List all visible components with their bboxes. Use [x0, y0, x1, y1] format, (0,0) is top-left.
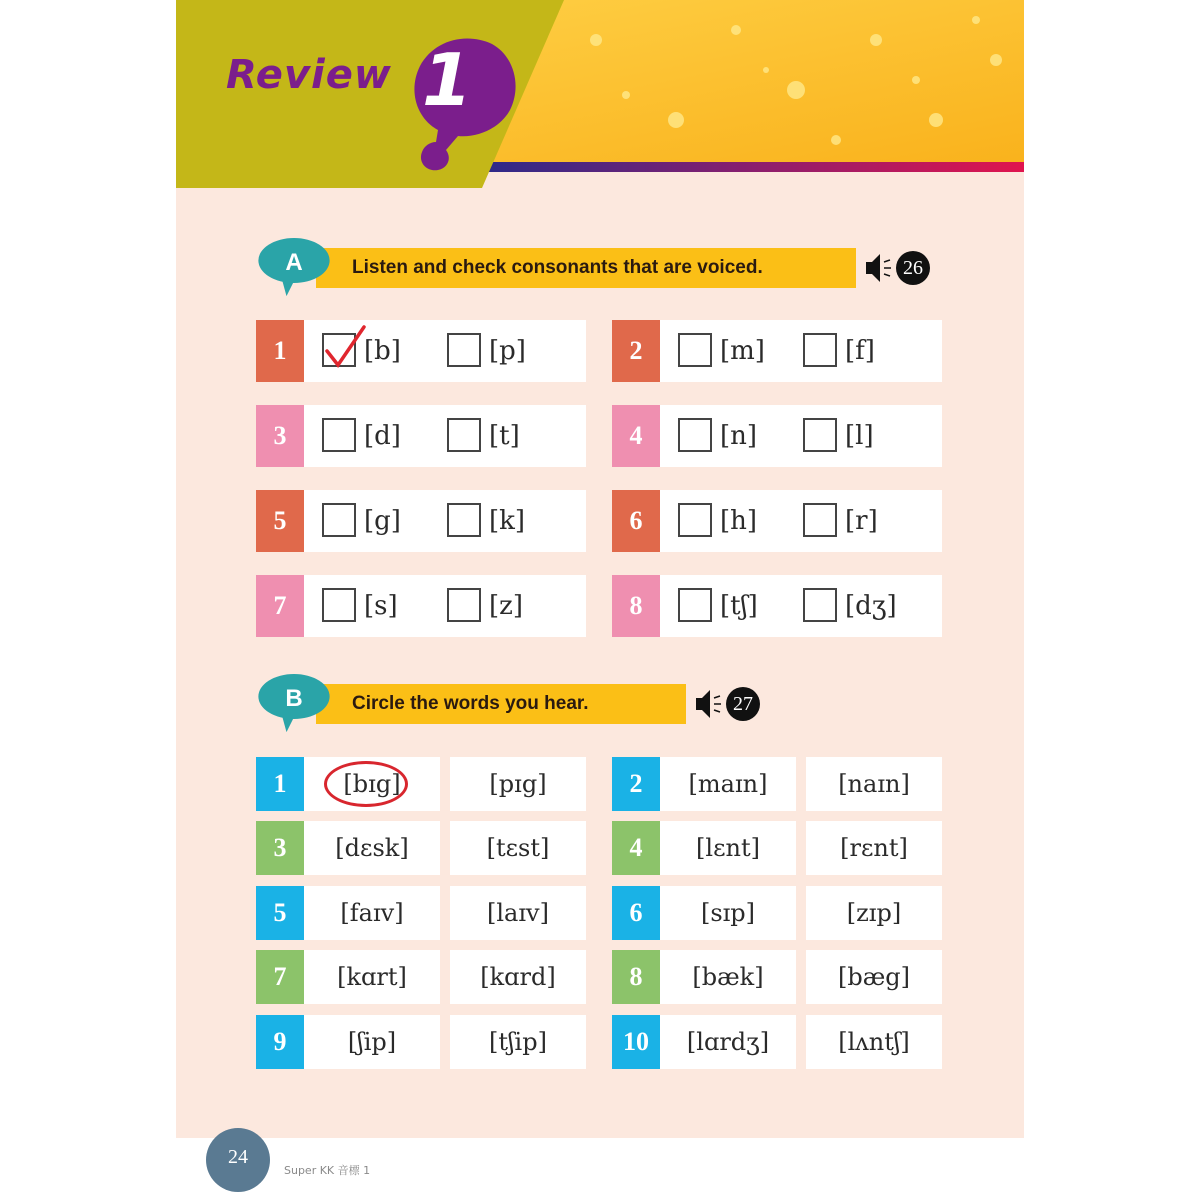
word-option[interactable] [304, 757, 440, 811]
section-a-letter: A [285, 249, 303, 276]
word-label: [lɛnt] [696, 834, 760, 862]
word-label: [rɛnt] [840, 834, 908, 862]
row-number: 5 [256, 490, 304, 552]
check-row-8 [612, 575, 942, 637]
phonetic-label: [t] [489, 421, 520, 451]
workbook-page [176, 0, 1024, 1138]
word-label: [pɪg] [489, 770, 547, 798]
word-label: [bæg] [837, 963, 910, 991]
row-number: 1 [256, 757, 304, 811]
phonetic-label: [s] [364, 591, 398, 621]
word-row-10 [612, 1015, 942, 1069]
phonetic-label: [m] [720, 336, 765, 366]
row-number: 9 [256, 1015, 304, 1069]
phonetic-label: [dʒ] [845, 591, 897, 621]
phonetic-label: [k] [489, 506, 526, 536]
check-row-2 [612, 320, 942, 382]
phonetic-label: [f] [845, 336, 875, 366]
phonetic-label: [r] [845, 506, 878, 536]
checkbox[interactable] [322, 418, 356, 452]
word-label: [lʌntʃ] [838, 1028, 910, 1056]
row-number: 2 [612, 757, 660, 811]
check-row-5 [256, 490, 586, 552]
row-number: 10 [612, 1015, 660, 1069]
row-number: 8 [612, 575, 660, 637]
phonetic-label: [l] [845, 421, 874, 451]
word-option[interactable] [304, 1015, 440, 1069]
options-panel [304, 405, 586, 467]
section-a-audio[interactable] [864, 250, 934, 286]
word-option[interactable] [806, 1015, 942, 1069]
options-panel [660, 490, 942, 552]
word-row-4 [612, 821, 942, 875]
options-panel [304, 320, 586, 382]
row-number: 7 [256, 575, 304, 637]
check-row-3 [256, 405, 586, 467]
phonetic-label: [tʃ] [720, 591, 758, 621]
word-row-3 [256, 821, 586, 875]
section-b-header [256, 674, 876, 744]
phonetic-label: [d] [364, 421, 401, 451]
phonetic-label: [p] [489, 336, 526, 366]
word-option[interactable] [450, 886, 586, 940]
checkbox[interactable] [447, 588, 481, 622]
checkbox[interactable] [678, 588, 712, 622]
check-row-1 [256, 320, 586, 382]
section-b-instruction-bar [316, 684, 686, 724]
word-row-1 [256, 757, 586, 811]
word-option[interactable] [450, 757, 586, 811]
checkbox[interactable] [678, 418, 712, 452]
word-row-8 [612, 950, 942, 1004]
row-number: 5 [256, 886, 304, 940]
phonetic-label: [h] [720, 506, 758, 536]
options-panel [660, 575, 942, 637]
options-panel [304, 575, 586, 637]
checkbox[interactable] [322, 588, 356, 622]
row-number: 8 [612, 950, 660, 1004]
checkbox[interactable] [447, 503, 481, 537]
word-label: [tɛst] [486, 834, 550, 862]
page-number: 24 [206, 1128, 270, 1192]
word-option[interactable] [806, 886, 942, 940]
checkbox[interactable] [803, 503, 837, 537]
row-number: 4 [612, 821, 660, 875]
check-row-7 [256, 575, 586, 637]
checkbox[interactable] [803, 418, 837, 452]
word-option[interactable] [450, 950, 586, 1004]
check-row-4 [612, 405, 942, 467]
checkbox[interactable] [803, 333, 837, 367]
word-label: [ʃip] [347, 1028, 397, 1056]
checkbox[interactable] [447, 418, 481, 452]
word-label: [naɪn] [838, 770, 910, 798]
checkbox[interactable] [678, 503, 712, 537]
phonetic-label: [g] [364, 506, 401, 536]
word-label: [sɪp] [700, 899, 756, 927]
audio-track-number: 27 [726, 687, 760, 721]
word-option[interactable] [660, 1015, 796, 1069]
options-panel [660, 405, 942, 467]
speaker-icon [864, 250, 894, 286]
review-number: 1 [421, 38, 473, 122]
word-option[interactable] [304, 950, 440, 1004]
word-label: [laɪv] [487, 899, 549, 927]
word-option[interactable] [806, 821, 942, 875]
word-option[interactable] [660, 886, 796, 940]
section-b-audio[interactable] [694, 686, 764, 722]
word-label: [bæk] [692, 963, 764, 991]
section-b-instruction: Circle the words you hear. [352, 693, 589, 714]
review-title: Review [226, 52, 392, 98]
word-option[interactable] [660, 821, 796, 875]
word-row-9 [256, 1015, 586, 1069]
word-label: [maɪn] [688, 770, 768, 798]
row-number: 3 [256, 405, 304, 467]
word-option[interactable] [660, 757, 796, 811]
phonetic-label: [z] [489, 591, 523, 621]
word-option[interactable] [806, 757, 942, 811]
checkbox[interactable] [678, 333, 712, 367]
word-option[interactable] [304, 886, 440, 940]
row-number: 4 [612, 405, 660, 467]
word-label: [tʃip] [489, 1028, 547, 1056]
word-option[interactable] [660, 950, 796, 1004]
checkbox[interactable] [803, 588, 837, 622]
options-panel [304, 490, 586, 552]
section-a-instruction: Listen and check consonants that are voiced. [352, 257, 763, 278]
word-row-7 [256, 950, 586, 1004]
checkbox[interactable] [447, 333, 481, 367]
row-number: 2 [612, 320, 660, 382]
word-label: [kɑrt] [337, 963, 407, 991]
row-number: 7 [256, 950, 304, 1004]
word-label: [zɪp] [846, 899, 902, 927]
check-row-6 [612, 490, 942, 552]
word-label: [faɪv] [340, 899, 404, 927]
speaker-icon [694, 686, 724, 722]
word-row-6 [612, 886, 942, 940]
checkbox[interactable] [322, 503, 356, 537]
phonetic-label: [b] [364, 336, 401, 366]
word-row-2 [612, 757, 942, 811]
audio-track-number: 26 [896, 251, 930, 285]
checkmark-icon [322, 323, 366, 369]
section-a-header [256, 238, 923, 308]
row-number: 3 [256, 821, 304, 875]
circle-mark [324, 761, 408, 807]
word-label: [kɑrd] [480, 963, 556, 991]
row-number: 6 [612, 886, 660, 940]
word-option[interactable] [304, 821, 440, 875]
word-label: [bɪg] [343, 770, 401, 798]
section-a-instruction-bar [316, 248, 856, 288]
word-label: [lɑrdʒ] [686, 1028, 770, 1056]
row-number: 6 [612, 490, 660, 552]
section-b-letter: B [285, 685, 303, 712]
word-option[interactable] [450, 821, 586, 875]
word-row-5 [256, 886, 586, 940]
word-option[interactable] [450, 1015, 586, 1069]
book-title: Super KK 音標 1 [284, 1164, 371, 1177]
word-label: [dɛsk] [335, 834, 409, 862]
word-option[interactable] [806, 950, 942, 1004]
phonetic-label: [n] [720, 421, 758, 451]
options-panel [660, 320, 942, 382]
row-number: 1 [256, 320, 304, 382]
